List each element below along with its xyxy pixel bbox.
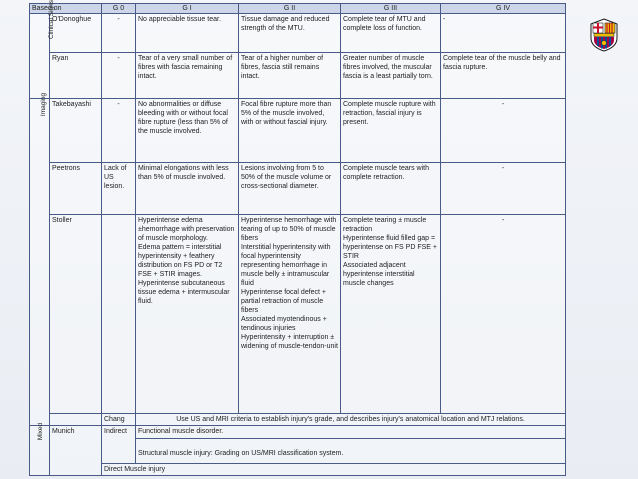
row-name-munich: Munich	[50, 426, 102, 476]
header-based-on: Based on	[30, 4, 102, 14]
header-g4: G IV	[441, 4, 566, 14]
cell-odonoghue-g1: No appreciable tissue tear.	[136, 14, 239, 53]
cell-ryan-g0: -	[102, 53, 136, 99]
cell-peetrons-g1: Minimal elongations with less than 5% of muscle involved.	[136, 163, 239, 215]
table-row-chang	[30, 413, 566, 425]
club-crest-logo	[590, 18, 618, 52]
cell-peetrons-g4: -	[441, 163, 566, 215]
cell-peetrons-g0: Lack of US lesion.	[102, 163, 136, 215]
table-row-munich-direct	[30, 463, 566, 476]
table-row-odonoghue	[30, 14, 566, 53]
cell-chang-text: Use US and MRI criteria to establish injury's grade, and describes injury's anatomical location and MTJ relations.	[136, 413, 566, 425]
cell-ryan-g2: Tear of a higher number of fibres, fascia still remains intact.	[239, 53, 341, 99]
table-row-munich-functional	[30, 426, 566, 438]
cell-ryan-g3: Greater number of muscle fibres involved, the muscular fascia is a least partially torn.	[341, 53, 441, 99]
stoller-g3-line: Associated adjacent hyperintense interstitial muscle changes	[343, 261, 415, 287]
header-g1: G I	[136, 4, 239, 14]
header-row	[30, 4, 566, 14]
category-label-clinical: Clinical Signs	[48, 0, 56, 40]
cell-stoller-g3	[341, 214, 441, 413]
cell-takebayashi-g2: Focal fibre rupture more than 5% of the muscle involved, with or without fascial injury.	[239, 98, 341, 162]
category-imaging	[30, 92, 50, 425]
row-name-stoller: Stoller	[50, 214, 102, 413]
cell-ryan-g4: Complete tear of the muscle belly and fascia rupture.	[441, 53, 566, 99]
cell-munich-structural: Structural muscle injury: Grading on US/MRI classification system.	[136, 444, 566, 463]
cell-ryan-g1: Tear of a very small number of fibres with fascia remaining intact.	[136, 53, 239, 99]
row-name-odonoghue: O'Donoghue	[50, 14, 102, 53]
stoller-g2-line: Associated myotendinous + tendinous injuries	[241, 315, 327, 332]
row-name-chang: Chang	[102, 413, 136, 425]
cell-munich-functional: Functional muscle disorder.	[136, 426, 566, 438]
header-g2: G II	[239, 4, 341, 14]
cell-stoller-g0	[102, 214, 136, 413]
cell-stoller-g4: -	[441, 214, 566, 413]
classification-table	[29, 0, 566, 476]
header-g3: G III	[341, 4, 441, 14]
category-label-imaging: Imaging	[40, 92, 48, 116]
stoller-g2-line: Interstitial hyperintensity with focal hyperintensity representing hemorrhage in muscle belly ± intramuscular fluid	[241, 243, 331, 287]
header-g0: G 0	[102, 4, 136, 14]
stoller-g2-line: Hyperintensity + interruption ± widening of muscle-tendon-unit	[241, 333, 338, 350]
cell-odonoghue-g3: Complete tear of MTU and complete loss of function.	[341, 14, 441, 53]
cell-odonoghue-g0: -	[102, 14, 136, 53]
stoller-g1-line: Edema pattern = interstitial hyperintensity + feathery distribution on FS PD or T2 FSE + STIR images.	[138, 243, 223, 278]
cell-odonoghue-g4: -	[441, 14, 566, 53]
stoller-g2-line: Hyperintense hemorrhage with tearing of up to 50% of muscle fibers	[241, 216, 337, 242]
stoller-g1-line: Hyperintense subcutaneous tissue edema + intermuscular fluid.	[138, 279, 230, 305]
stoller-g1-line: Hyperintense edema ±hemorrhage with preservation of muscle morphology.	[138, 216, 235, 242]
cell-odonoghue-g2: Tissue damage and reduced strength of the MTU.	[239, 14, 341, 53]
table-row-peetrons	[30, 163, 566, 215]
cell-peetrons-g2: Lesions involving from 5 to 50% of the muscle volume or cross-sectional diameter.	[239, 163, 341, 215]
row-name-takebayashi: Takebayashi	[50, 98, 102, 162]
category-empty	[50, 413, 102, 425]
cell-takebayashi-g3: Complete muscle rupture with retraction, fascial injury is present.	[341, 98, 441, 162]
cell-stoller-g1	[136, 214, 239, 413]
cell-takebayashi-g4: -	[441, 98, 566, 162]
category-mixed	[30, 423, 50, 476]
cell-munich-indirect: Indirect	[102, 426, 136, 463]
cell-peetrons-g3: Complete muscle tears with complete retraction.	[341, 163, 441, 215]
cell-munich-direct: Direct Muscle injury	[102, 463, 566, 476]
stoller-g2-line: Hyperintense focal defect + partial retraction of muscle fibers	[241, 288, 327, 314]
cell-stoller-g2	[239, 214, 341, 413]
row-name-peetrons: Peetrons	[50, 163, 102, 215]
category-label-mixed: Mixed	[37, 423, 45, 441]
stoller-g3-line: Complete tearing ± muscle retraction	[343, 216, 427, 233]
stoller-g3-line: Hyperintense fluid filled gap = hyperintense on FS PD FSE + STIR	[343, 234, 437, 260]
table-row-ryan	[30, 53, 566, 99]
table-row-takebayashi	[30, 98, 566, 162]
table-row-stoller	[30, 214, 566, 413]
cell-takebayashi-g1: No abnormalities or diffuse bleeding with or without focal fibre rupture (less than 5% of the muscle involved.	[136, 98, 239, 162]
cell-takebayashi-g0: -	[102, 98, 136, 162]
row-name-ryan: Ryan	[50, 53, 102, 99]
